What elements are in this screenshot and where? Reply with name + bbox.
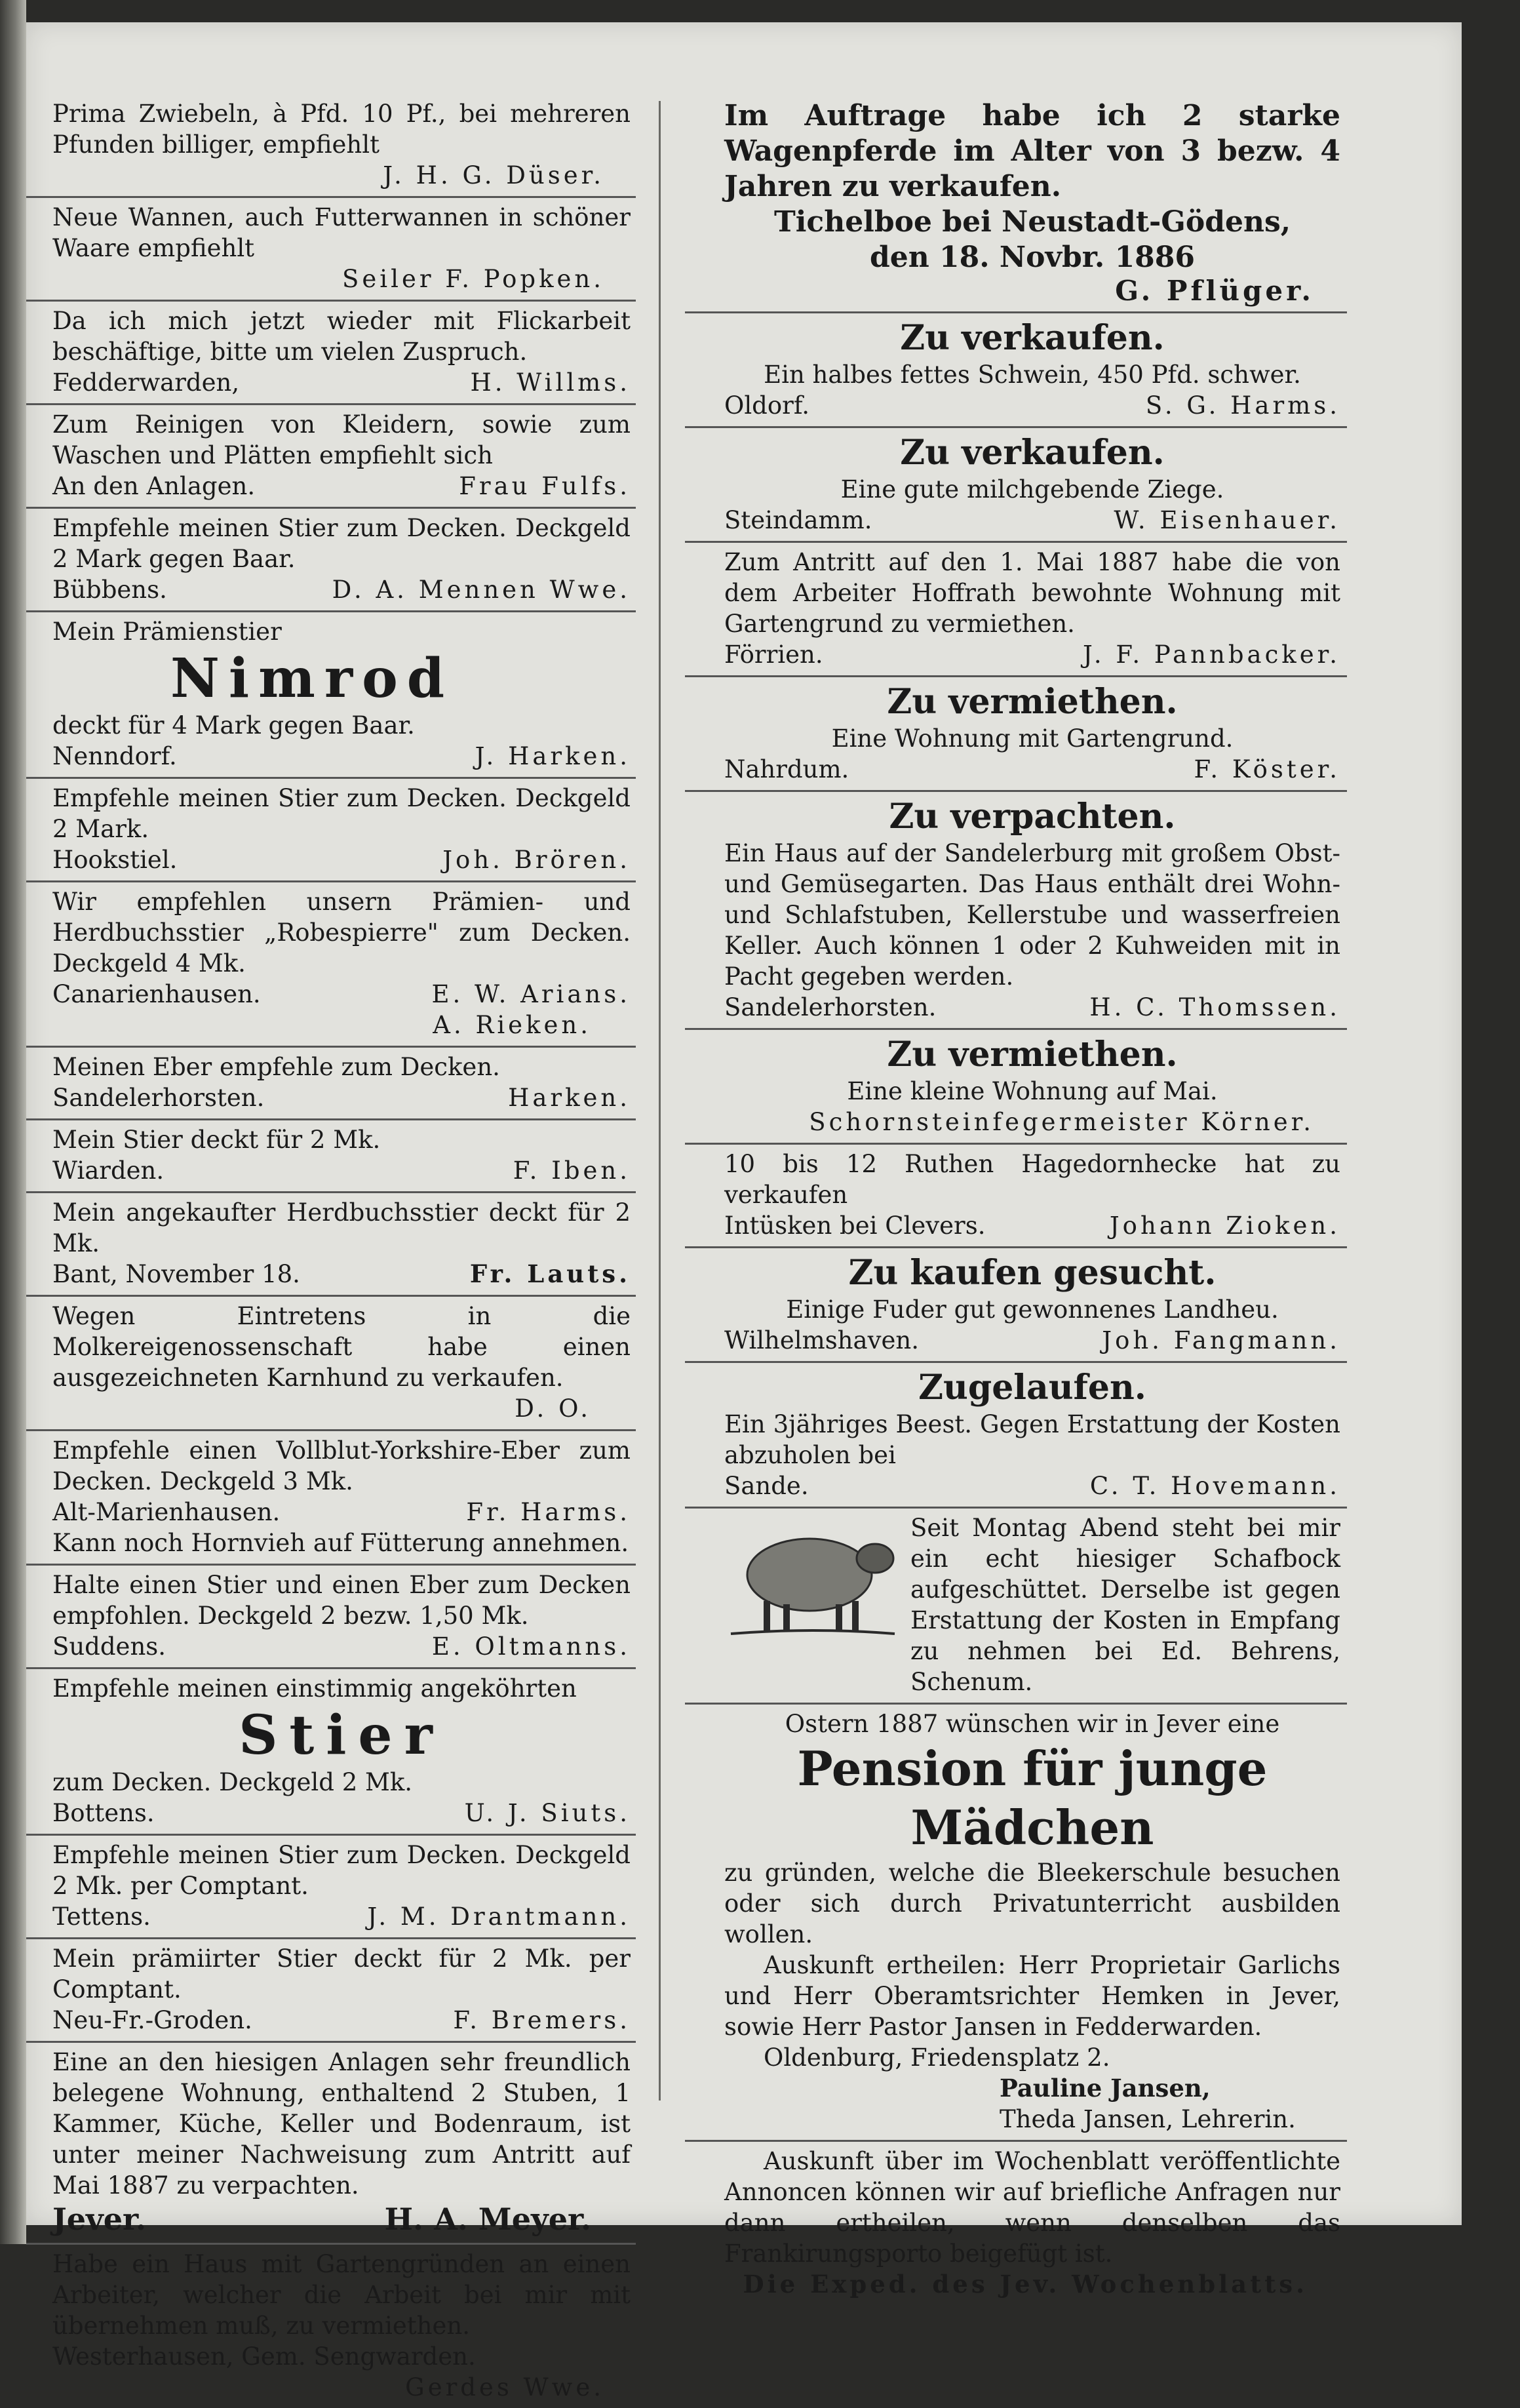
ad-stier-eber-oltmanns <box>26 1566 636 1669</box>
ad-place: Sandelerhorsten. <box>724 993 937 1021</box>
ad-stier-siuts <box>26 1669 636 1836</box>
ad-signature: Joh. Brören. <box>442 846 631 874</box>
ad-landheu <box>685 1248 1347 1363</box>
ad-text: Ein halbes fettes Schwein, 450 Pfd. schwer. <box>764 361 1301 389</box>
ad-stier-iben <box>26 1120 636 1193</box>
ad-date: den 18. Novbr. 1886 <box>869 241 1196 274</box>
ad-place: Förrien. <box>724 641 823 669</box>
ad-signature-2: A. Rieken. <box>433 1011 591 1039</box>
ad-schafbock <box>685 1509 1347 1705</box>
ad-headline: Nimrod <box>170 647 454 710</box>
ad-signature: F. Köster. <box>1194 755 1340 783</box>
ad-haus-gerdes <box>26 2245 636 2408</box>
ad-intro: Mein Prämienstier <box>52 618 282 646</box>
ad-wannen <box>26 198 636 302</box>
ad-place: Intüsken bei Clevers. <box>724 1212 986 1240</box>
ad-auskunft <box>685 2142 1347 2305</box>
ad-text: Empfehle meinen Stier zum Decken. Deckgeld 2 Mark gegen Baar. <box>52 514 631 573</box>
ad-text: Seit Montag Abend steht bei mir ein echt hiesiger Schafbock aufgeschüttet. Derselbe ist gegen Erstattung der Kosten in Empfang zu nehmen bei Ed. Behrens, Schenum. <box>910 1514 1340 1696</box>
ad-signature: Fr. Harms. <box>466 1498 631 1526</box>
ad-vermiethen-koerner <box>685 1030 1347 1145</box>
ad-text: 10 bis 12 Ruthen Hagedornhecke hat zu verkaufen <box>724 1150 1340 1209</box>
ad-place: Nenndorf. <box>52 742 177 770</box>
ad-yorkshire-eber <box>26 1431 636 1566</box>
ad-nimrod <box>26 612 636 779</box>
ad-signature: Seiler F. Popken. <box>342 265 604 293</box>
ad-wohnung-meyer <box>26 2043 636 2245</box>
ad-signature: E. Oltmanns. <box>431 1632 631 1661</box>
ad-text: Mein Stier deckt für 2 Mk. <box>52 1126 381 1154</box>
ad-text: Empfehle meinen Stier zum Decken. Deckgeld 2 Mk. per Comptant. <box>52 1841 631 1900</box>
ad-place: Hookstiel. <box>52 846 178 874</box>
ad-vermiethen-koester <box>685 677 1347 792</box>
ad-text: deckt für 4 Mark gegen Baar. <box>52 711 415 740</box>
ad-text: Einige Fuder gut gewonnenes Landheu. <box>786 1295 1279 1324</box>
ad-signature: F. Iben. <box>513 1156 631 1185</box>
ad-intro: Empfehle meinen einstimmig angeköhrten <box>52 1674 577 1703</box>
ad-text: Eine an den hiesigen Anlagen sehr freundlich belegene Wohnung, enthaltend 2 Stuben, 1 Kammer, Küche, Keller und Bodenraum, ist unter meiner Nachweisung zum Antritt auf Mai 1887 zu verpachten. <box>52 2048 631 2200</box>
ad-signature: G. Pflüger. <box>1115 275 1314 307</box>
ad-place: Steindamm. <box>724 506 872 534</box>
ad-zwiebeln <box>26 94 636 198</box>
ad-place: Alt-Marienhausen. <box>52 1498 281 1526</box>
ad-text: Meinen Eber empfehle zum Decken. <box>52 1053 500 1081</box>
ad-signature-2: Theda Jansen, Lehrerin. <box>1000 2105 1296 2133</box>
sheep-icon <box>724 1512 901 1644</box>
left-column <box>26 94 636 2408</box>
ad-place: Westerhausen, Gem. Sengwarden. <box>52 2342 476 2371</box>
newspaper-page <box>26 22 1462 2401</box>
ad-signature-1: Pauline Jansen, <box>1000 2074 1211 2102</box>
ad-place: Bübbens. <box>52 576 167 604</box>
ad-place: Tettens. <box>52 1903 151 1931</box>
ad-text: Empfehle meinen Stier zum Decken. Deckgeld 2 Mark. <box>52 784 631 843</box>
ad-place: Fedderwarden, <box>52 368 240 397</box>
ad-flickarbeit <box>26 302 636 405</box>
ad-signature: H. Willms. <box>470 368 631 397</box>
ad-place: Suddens. <box>52 1632 166 1661</box>
ad-signature: Fr. Lauts. <box>469 1259 631 1288</box>
ad-extra-text: Kann noch Hornvieh auf Fütterung annehmen. <box>52 1529 629 1557</box>
ad-pension <box>685 1705 1347 2142</box>
ad-zugelaufen <box>685 1363 1347 1509</box>
ad-place: Tichelboe bei Neustadt-Gödens, <box>773 205 1291 239</box>
ad-headline: Zu vermiethen. <box>887 1035 1178 1075</box>
ad-stier-broeren <box>26 779 636 882</box>
ad-signature: D. O. <box>515 1394 591 1423</box>
ad-text: Eine kleine Wohnung auf Mai. <box>847 1077 1218 1105</box>
binding-edge <box>0 0 26 2244</box>
ad-place: Wiarden. <box>52 1156 165 1185</box>
ad-place: Bant, November 18. <box>52 1260 300 1288</box>
ad-signature: Joh. Fangmann. <box>1102 1326 1340 1354</box>
ad-place: Bottens. <box>52 1799 155 1827</box>
ad-text: Mein angekaufter Herdbuchsstier deckt für 2 Mk. <box>52 1198 631 1257</box>
ad-text: Ein 3jähriges Beest. Gegen Erstattung der Kosten abzuholen bei <box>724 1410 1340 1469</box>
ad-karnhund <box>26 1297 636 1431</box>
ad-wagenpferde <box>685 94 1347 313</box>
ad-stier-mennen <box>26 509 636 612</box>
ad-text: Ein Haus auf der Sandelerburg mit großem Obst- und Gemüsegarten. Das Haus enthält drei Wohn- und Schlafstuben, Kellerstube und wasserfreien Keller. Auch können 1 oder 2 Kuhweiden mit in Pacht gegeben werden. <box>724 839 1340 991</box>
ad-text: zu gründen, welche die Bleekerschule besuchen oder sich durch Privatunterricht ausbilden wollen. <box>724 1859 1340 1948</box>
ad-signature: F. Bremers. <box>453 2006 631 2034</box>
ad-signature: C. T. Hovemann. <box>1089 1472 1340 1500</box>
ad-signature: J. Harken. <box>475 742 631 770</box>
ad-text: Prima Zwiebeln, à Pfd. 10 Pf., bei mehreren Pfunden billiger, empfiehlt <box>52 100 631 159</box>
ad-eber-harken <box>26 1048 636 1120</box>
ad-place: Jever. <box>52 2201 147 2237</box>
ad-hagedornhecke <box>685 1145 1347 1248</box>
ad-place: Oldorf. <box>724 391 809 420</box>
ad-signature: J. H. G. Düser. <box>383 161 604 189</box>
ad-headline: Stier <box>239 1704 444 1767</box>
ad-signature: J. M. Drantmann. <box>367 1903 631 1931</box>
ad-reinigen <box>26 405 636 509</box>
ad-signature: H. C. Thomssen. <box>1089 993 1340 1021</box>
ad-place: Sandelerhorsten. <box>52 1084 265 1112</box>
ad-text: Wir empfehlen unsern Prämien- und Herdbuchsstier „Robespierre" zum Decken. Deckgeld 4 Mk. <box>52 888 631 977</box>
ad-text: Zum Antritt auf den 1. Mai 1887 habe die von dem Arbeiter Hoffrath bewohnte Wohnung mit Gartengrund zu vermiethen. <box>724 548 1340 638</box>
ad-headline: Zu verkaufen. <box>900 318 1165 358</box>
column-divider <box>659 101 661 2101</box>
ad-place: Neu-Fr.-Groden. <box>52 2006 252 2034</box>
ad-text: Empfehle einen Vollblut-Yorkshire-Eber zum Decken. Deckgeld 3 Mk. <box>52 1436 631 1495</box>
ad-wohnung-pannbacker <box>685 543 1347 677</box>
ad-text: Neue Wannen, auch Futterwannen in schöner Waare empfiehlt <box>52 203 631 262</box>
ad-signature: Die Exped. des Jev. Wochenblatts. <box>743 2270 1308 2299</box>
ad-text: Zum Reinigen von Kleidern, sowie zum Waschen und Plätten empfiehlt sich <box>52 410 631 469</box>
ad-text: Da ich mich jetzt wieder mit Flickarbeit beschäftige, bitte um vielen Zuspruch. <box>52 307 631 366</box>
ad-text-2: Auskunft ertheilen: Herr Proprietair Garlichs und Herr Oberamtsrichter Hemken in Jever, sowie Herr Pastor Jansen in Fedderwarden. <box>724 1951 1340 2041</box>
ad-place: An den Anlagen. <box>52 472 256 500</box>
ad-signature: Frau Fulfs. <box>459 472 631 500</box>
ad-signature: Johann Zioken. <box>1109 1212 1340 1240</box>
ad-signature: U. J. Siuts. <box>464 1799 631 1827</box>
ad-text: Eine gute milchgebende Ziege. <box>840 475 1224 503</box>
ad-text: Halte einen Stier und einen Eber zum Decken empfohlen. Deckgeld 2 bezw. 1,50 Mk. <box>52 1571 631 1630</box>
ad-place: Canarienhausen. <box>52 980 261 1008</box>
ad-headline: Zugelaufen. <box>918 1368 1146 1408</box>
ad-place: Nahrdum. <box>724 755 849 783</box>
ad-stier-bremers <box>26 1939 636 2043</box>
ad-signature: S. G. Harms. <box>1145 391 1340 420</box>
ad-lead-text: Im Auftrage habe ich 2 starke Wagenpferde im Alter von 3 bezw. 4 Jahren zu verkaufen. <box>724 99 1340 203</box>
ad-verpachten-thomssen <box>685 792 1347 1030</box>
ad-text: Wegen Eintretens in die Molkereigenossenschaft habe einen ausgezeichneten Karnhund zu verkaufen. <box>52 1302 631 1392</box>
ad-text: zum Decken. Deckgeld 2 Mk. <box>52 1768 413 1796</box>
ad-place: Sande. <box>724 1472 809 1500</box>
ad-schwein <box>685 313 1347 428</box>
ad-herdbuchsstier-lauts <box>26 1193 636 1297</box>
ad-text: Habe ein Haus mit Gartengründen an einen Arbeiter, welcher die Arbeit bei mir mit übernehmen muß, zu vermiethen. <box>52 2250 631 2340</box>
ad-text: Auskunft über im Wochenblatt veröffentlichte Annoncen können wir auf briefliche Anfragen nur dann ertheilen, wenn denselben das Frankirungsporto beigefügt ist. <box>724 2147 1340 2268</box>
ad-signature: H. A. Meyer. <box>384 2201 591 2237</box>
ad-place: Wilhelmshaven. <box>724 1326 919 1354</box>
ad-headline: Zu verkaufen. <box>900 433 1165 473</box>
ad-headline: Pension für junge Mädchen <box>797 1741 1268 1855</box>
right-column <box>685 94 1347 2305</box>
ad-ziege <box>685 428 1347 543</box>
ad-signature: W. Eisenhauer. <box>1114 506 1340 534</box>
ad-headline: Zu verpachten. <box>889 797 1176 837</box>
ad-headline: Zu kaufen gesucht. <box>848 1253 1217 1293</box>
ad-signature: E. W. Arians. <box>431 980 631 1008</box>
ad-signature: Harken. <box>508 1084 631 1112</box>
ad-place: Oldenburg, Friedensplatz 2. <box>764 2043 1110 2072</box>
ad-headline: Zu vermiethen. <box>887 682 1178 722</box>
ad-signature: D. A. Mennen Wwe. <box>332 576 631 604</box>
ad-text: Eine Wohnung mit Gartengrund. <box>831 724 1234 753</box>
ad-stier-drantmann <box>26 1836 636 1939</box>
ad-signature: Schornsteinfegermeister Körner. <box>809 1108 1314 1136</box>
ad-robespierre <box>26 882 636 1048</box>
ad-signature: J. F. Pannbacker. <box>1082 641 1340 669</box>
ad-signature: Gerdes Wwe. <box>405 2373 604 2401</box>
ad-text: Mein prämiirter Stier deckt für 2 Mk. per Comptant. <box>52 1944 631 2003</box>
ad-intro: Ostern 1887 wünschen wir in Jever eine <box>785 1710 1280 1738</box>
